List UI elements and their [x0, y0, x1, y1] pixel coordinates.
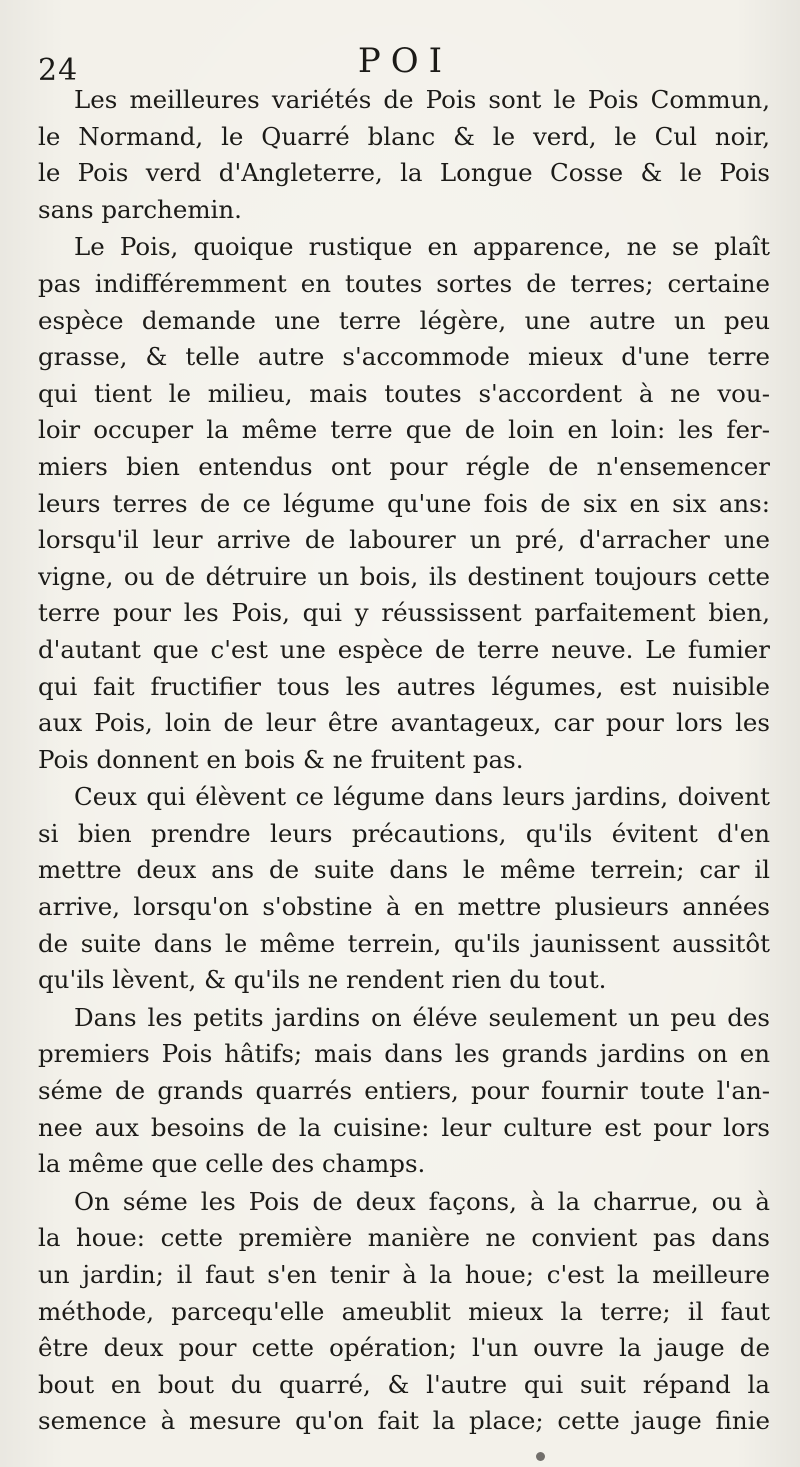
text-line: On séme les Pois de deux façons, à la charrue, ou à — [74, 1186, 770, 1216]
text-line: sans parchemin. — [38, 194, 242, 224]
paragraph-4 — [38, 1000, 770, 1183]
text-line: si bien prendre leurs précautions, qu'ils évitent d'en — [38, 818, 770, 848]
text-line: la houe: cette première manière ne convient pas dans — [38, 1223, 770, 1253]
text-line: nee aux besoins de la cuisine: leur culture est pour lors — [38, 1112, 770, 1142]
text-line: arrive, lorsqu'on s'obstine à en mettre plusieurs années — [38, 892, 770, 922]
text-line: Le Pois, quoique rustique en apparence, ne se plaît — [74, 232, 770, 262]
page-number: 24 — [38, 53, 79, 88]
paragraph-1 — [38, 82, 770, 228]
text-line: la même que celle des champs. — [38, 1149, 426, 1179]
text-line: bout en bout du quarré, & l'autre qui suit répand la — [38, 1369, 770, 1399]
text-line: Dans les petits jardins on éléve seulement un peu des — [74, 1002, 770, 1032]
text-line: être deux pour cette opération; l'un ouvre la jauge de — [38, 1333, 770, 1363]
text-line: un jardin; il faut s'en tenir à la houe; c'est la meilleure — [38, 1260, 770, 1289]
text-line: leurs terres de ce légume qu'une fois de six en six ans: — [38, 488, 770, 518]
text-line: le Pois verd d'Angleterre, la Longue Cosse & le Pois — [38, 158, 770, 188]
paragraph-5 — [38, 1184, 770, 1440]
text-line: Pois donnent en bois & ne fruitent pas. — [38, 744, 524, 774]
text-line: qui fait fructifier tous les autres légumes, est nuisible — [38, 671, 770, 701]
text-line: lorsqu'il leur arrive de labourer un pré, d'arracher une — [38, 525, 770, 555]
text-line: le Normand, le Quarré blanc & le verd, le Cul noir, — [38, 121, 770, 151]
text-line: Les meilleures variétés de Pois sont le Pois Commun, — [74, 85, 770, 114]
text-line: mettre deux ans de suite dans le même terrein; car il — [38, 855, 770, 885]
paragraph-3 — [38, 779, 770, 999]
text-line: vigne, ou de détruire un bois, ils destinent toujours cette — [38, 561, 770, 591]
text-line: miers bien entendus ont pour régle de n'ensemencer — [38, 451, 770, 481]
body-text — [38, 82, 770, 1441]
ink-spot — [536, 1452, 545, 1461]
text-line: semence à mesure qu'on fait la place; cette jauge finie — [38, 1406, 770, 1436]
text-line: Ceux qui élèvent ce légume dans leurs jardins, doivent — [74, 782, 770, 812]
text-line: d'autant que c'est une espèce de terre neuve. Le fumier — [38, 634, 770, 664]
paragraph-2 — [38, 229, 770, 778]
text-line: pas indifféremment en toutes sortes de terres; certaine — [38, 268, 770, 298]
text-line: terre pour les Pois, qui y réussissent parfaitement bien, — [38, 598, 770, 628]
text-line: espèce demande une terre légère, une autre un peu — [38, 305, 770, 335]
text-line: méthode, parcequ'elle ameublit mieux la terre; il faut — [38, 1296, 770, 1326]
text-line: séme de grands quarrés entiers, pour fournir toute l'an- — [38, 1076, 770, 1106]
text-line: aux Pois, loin de leur être avantageux, car pour lors les — [38, 708, 770, 738]
text-line: loir occuper la même terre que de loin en loin: les fer- — [38, 415, 770, 445]
text-line: qu'ils lèvent, & qu'ils ne rendent rien du tout. — [38, 965, 607, 995]
text-line: de suite dans le même terrein, qu'ils jaunissent aussitôt — [38, 928, 770, 958]
text-line: premiers Pois hâtifs; mais dans les grands jardins on en — [38, 1039, 770, 1069]
text-line: qui tient le milieu, mais toutes s'accordent à ne vou- — [38, 378, 770, 408]
running-head: POI — [357, 41, 453, 81]
text-line: grasse, & telle autre s'accommode mieux d'une terre — [38, 342, 770, 372]
